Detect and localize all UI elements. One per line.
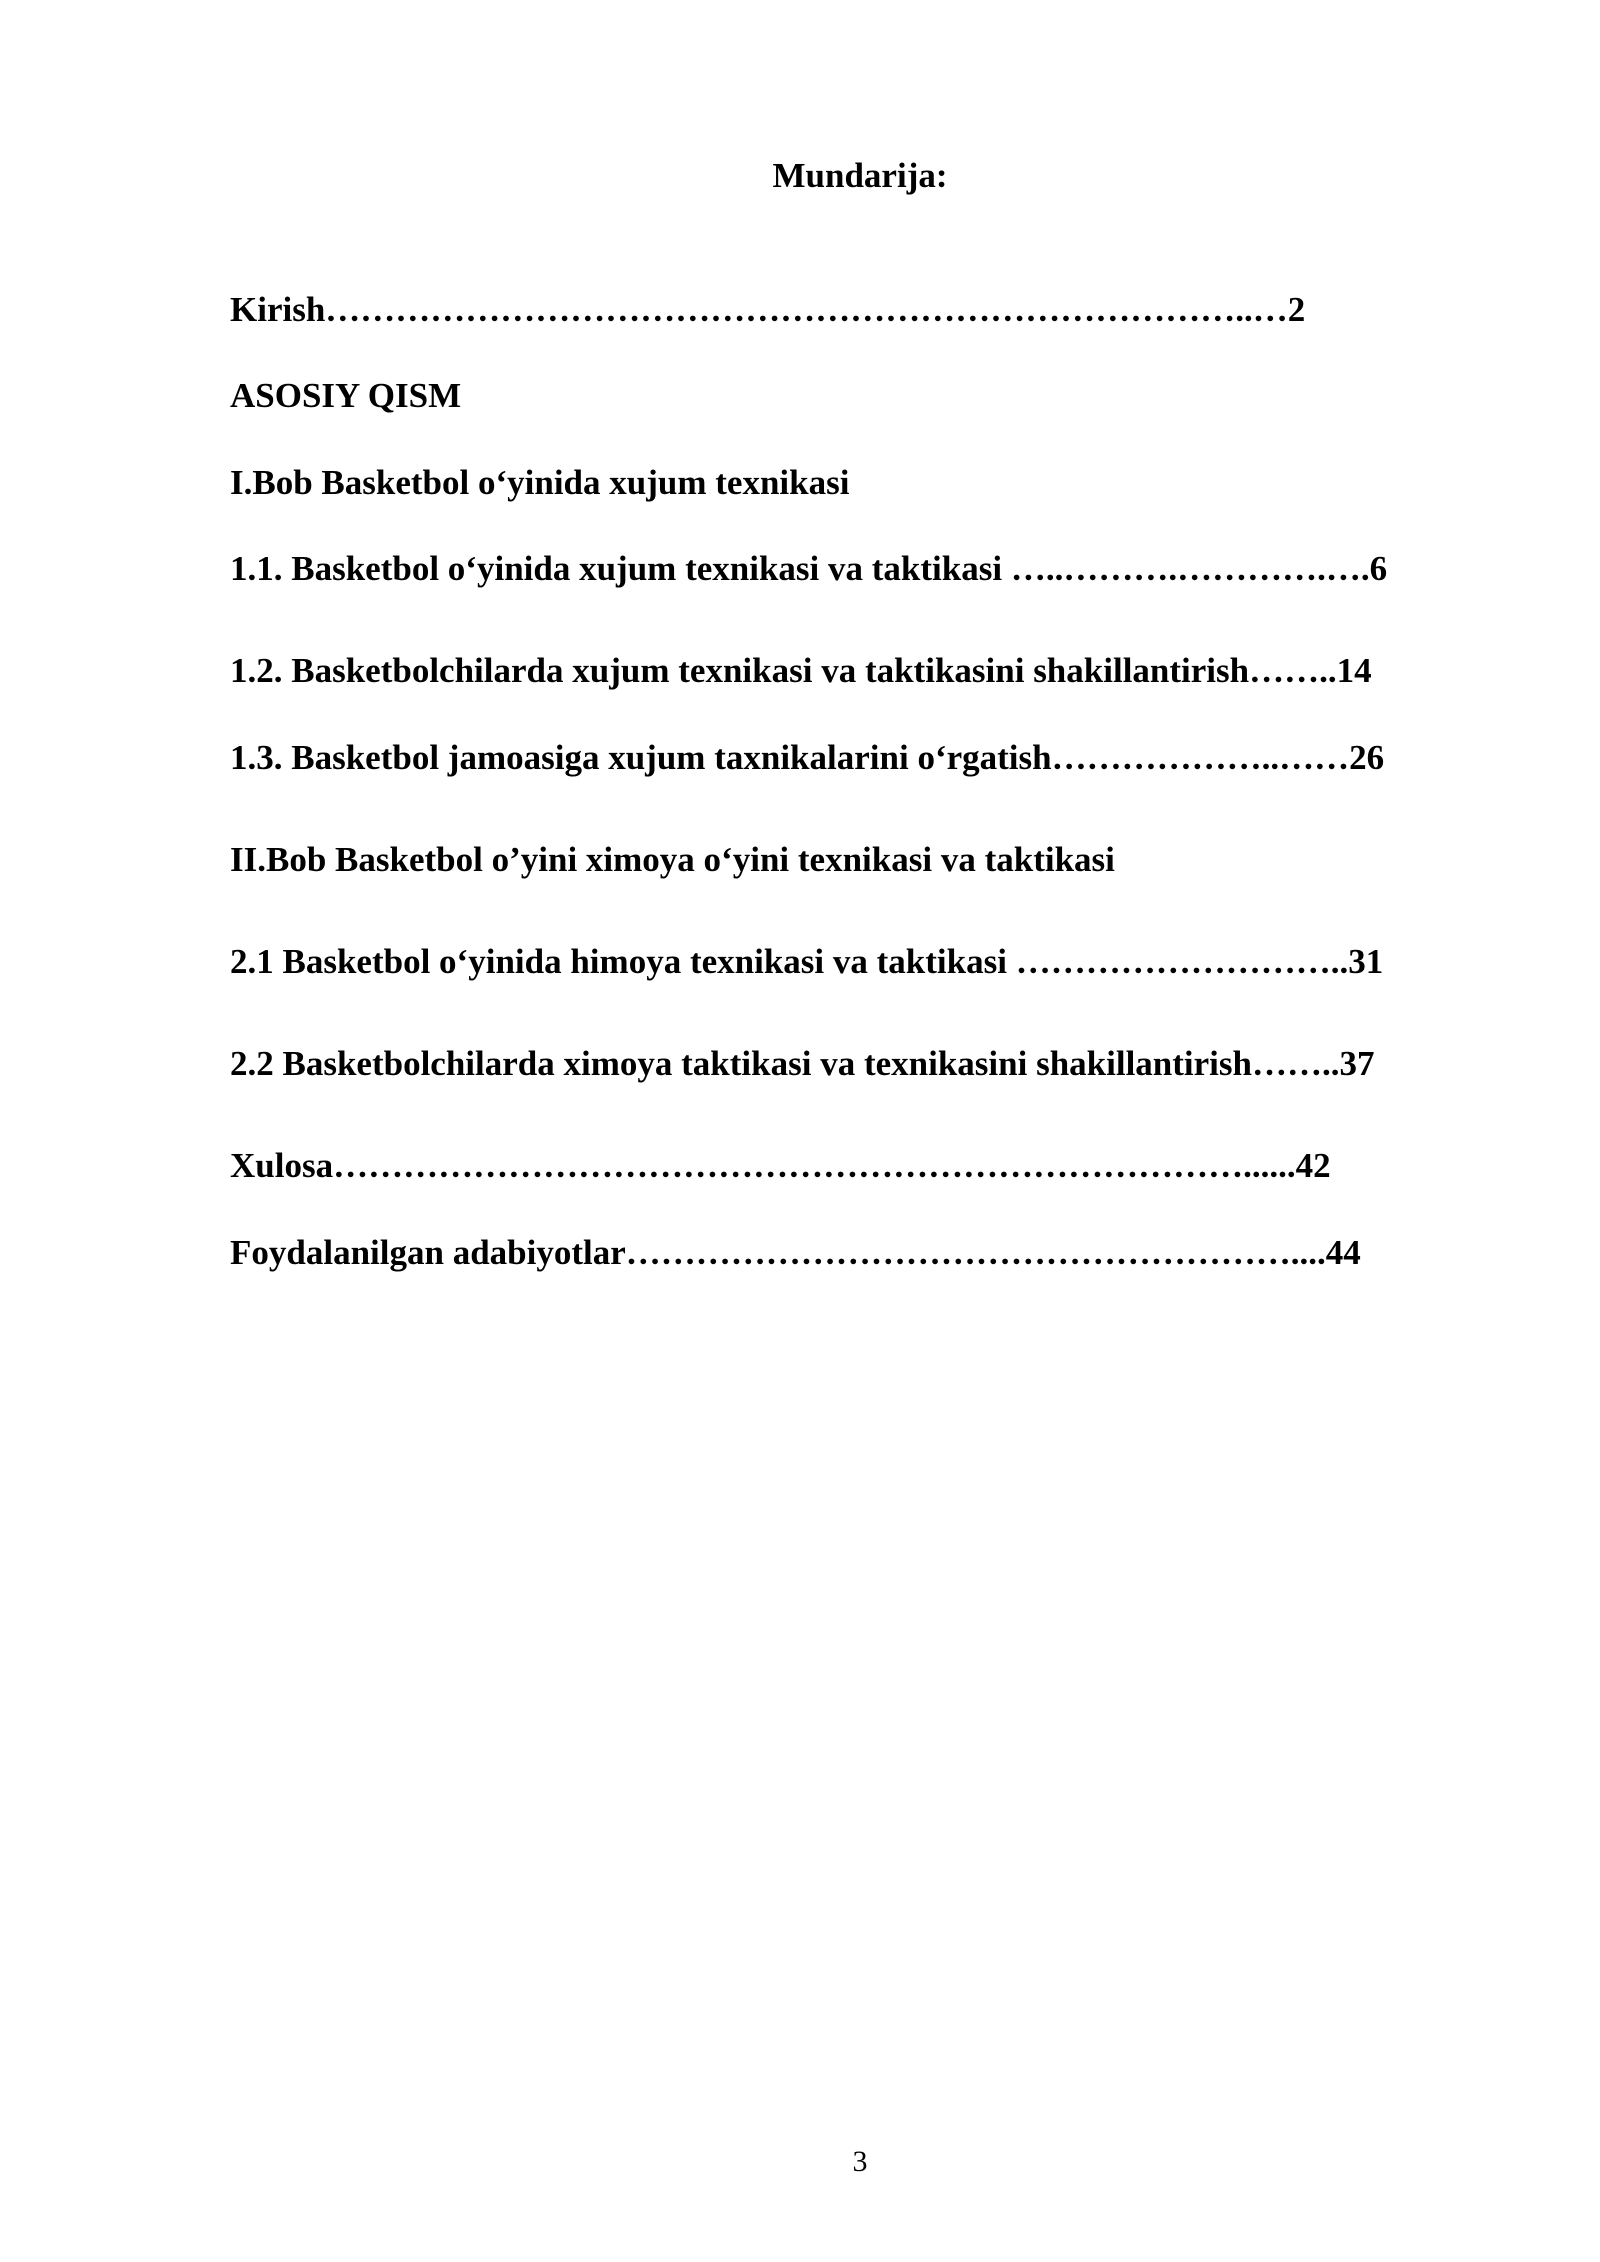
toc-entry-2-2: 2.2 Basketbolchilarda ximoya taktikasi va texnikasini shakillantirish……..37 bbox=[230, 1044, 1375, 1083]
toc-entry-2-1: 2.1 Basketbol o‘yinida himoya texnikasi va taktikasi ………………………..31 bbox=[230, 942, 1384, 981]
toc-entry-kirish: Kirish……………………………………………………………………..…2 bbox=[230, 290, 1306, 329]
toc-entry-xulosa: Xulosa……………………………………………………………………......42 bbox=[230, 1146, 1331, 1185]
toc-chapter-1: I.Bob Basketbol o‘yinida xujum texnikasi bbox=[230, 463, 850, 502]
page-number: 3 bbox=[852, 2145, 868, 2178]
toc-title: Mundarija: bbox=[772, 156, 948, 195]
toc-entry-1-3: 1.3. Basketbol jamoasiga xujum taxnikalarini o‘rgatish………………..……26 bbox=[230, 738, 1385, 777]
toc-chapter-2: II.Bob Basketbol o’yini ximoya o‘yini texnikasi va taktikasi bbox=[230, 840, 1115, 879]
toc-entry-1-2: 1.2. Basketbolchilarda xujum texnikasi va taktikasini shakillantirish……..14 bbox=[230, 651, 1372, 690]
toc-entry-1-1: 1.1. Basketbol o‘yinida xujum texnikasi va taktikasi …..……….………….….6 bbox=[230, 549, 1388, 588]
toc-entry-adabiyotlar: Foydalanilgan adabiyotlar…………………………………………………....44 bbox=[230, 1233, 1361, 1272]
toc-section-asosiy-qism: ASOSIY QISM bbox=[230, 376, 462, 415]
